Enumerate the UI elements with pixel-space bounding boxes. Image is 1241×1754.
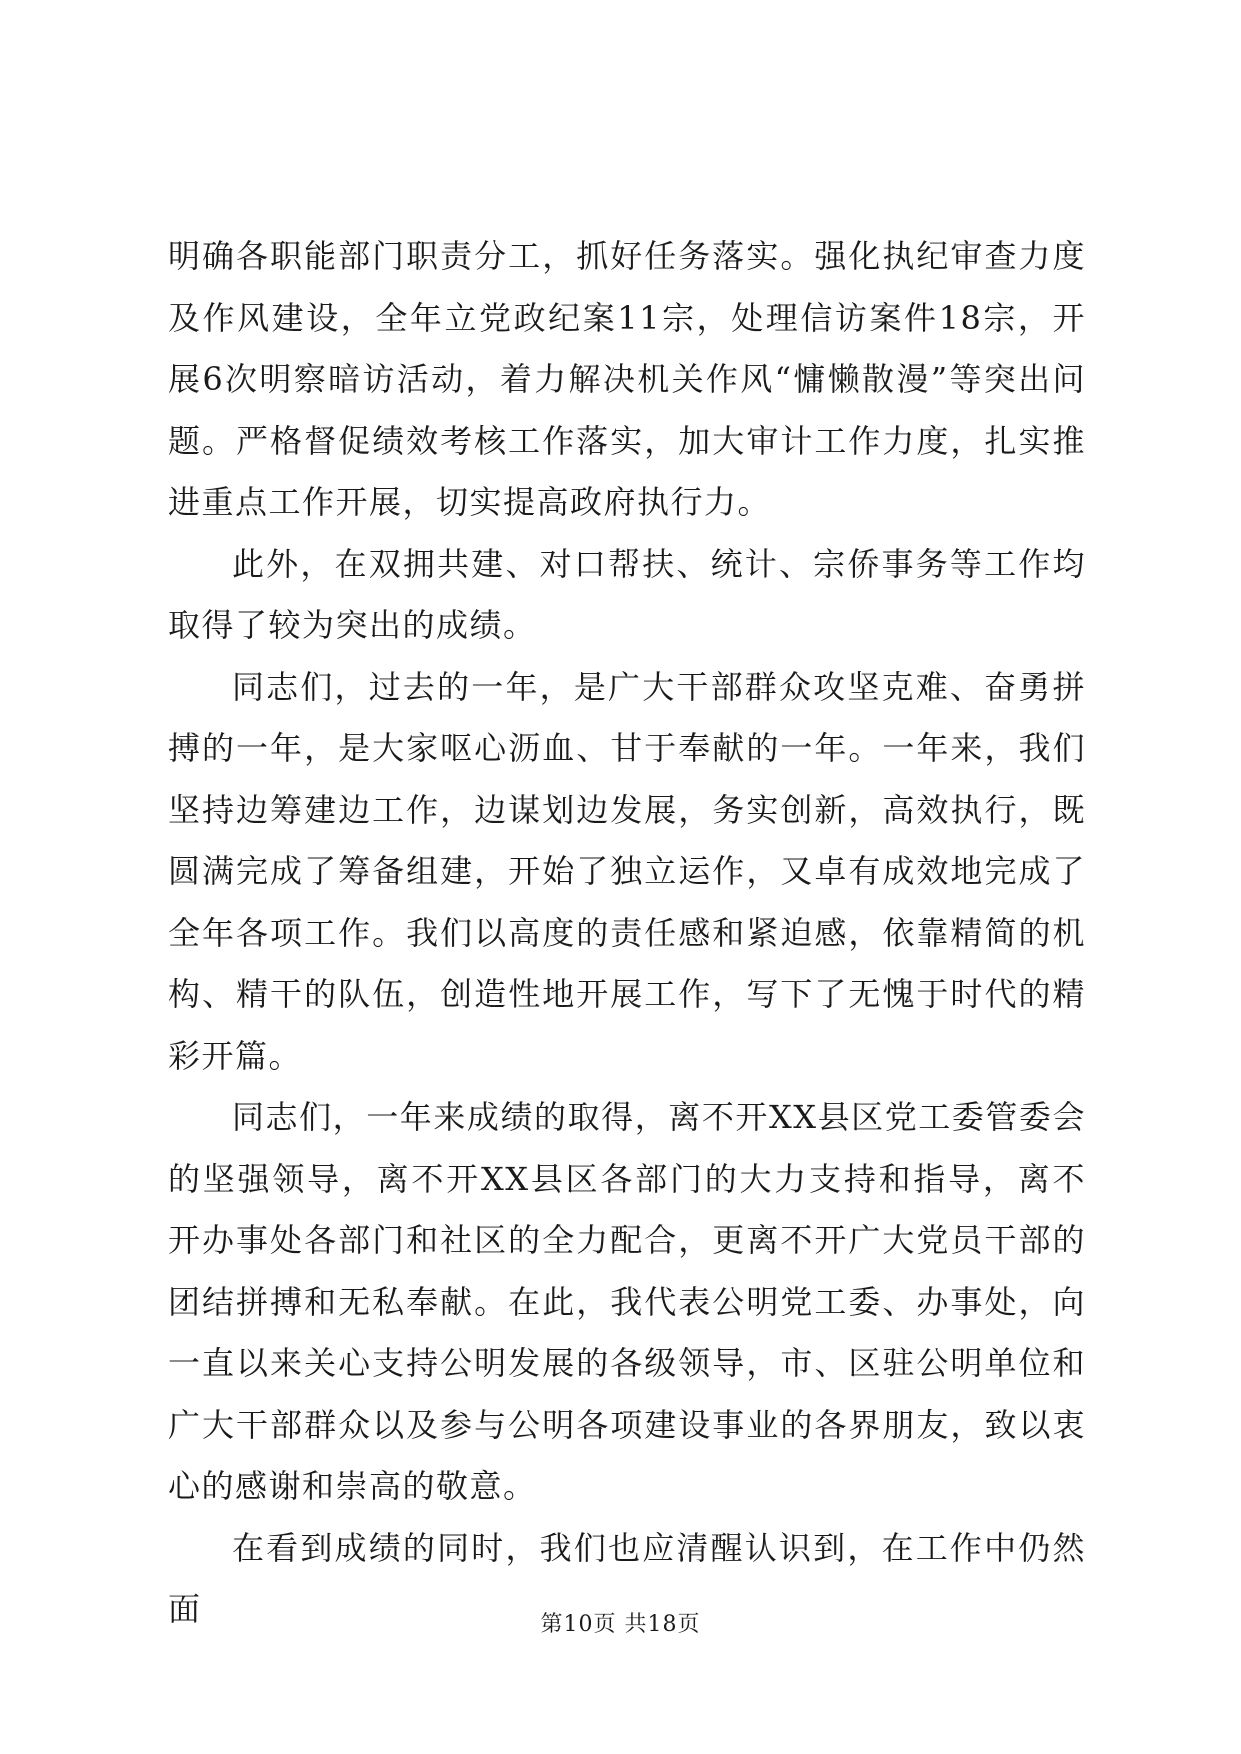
paragraph-4: 同志们，一年来成绩的取得，离不开XX县区党工委管委会的坚强领导，离不开XX县区各部门的大力支持和指导，离不开办事处各部门和社区的全力配合，更离不开广大党员干部的团结拼搏和无私奉献。在此，我代表公明党工委、办事处，向一直以来关心支持公明发展的各级领导，市、区驻公明单位和广大干部群众以及参与公明各项建设事业的各界朋友，致以衷心的感谢和崇高的敬意。 bbox=[168, 1098, 1086, 1505]
paragraph-1: 明确各职能部门职责分工，抓好任务落实。强化执纪审查力度及作风建设，全年立党政纪案11宗，处理信访案件18宗，开展6次明察暗访活动，着力解决机关作风“慵懒散漫”等突出问题。严格督促绩效考核工作落实，加大审计工作力度，扎实推进重点工作开展，切实提高政府执行力。 bbox=[168, 237, 1086, 521]
document-body bbox=[168, 226, 1086, 1641]
paragraph-2: 此外，在双拥共建、对口帮扶、统计、宗侨事务等工作均取得了较为突出的成绩。 bbox=[168, 544, 1086, 644]
paragraph-3: 同志们，过去的一年，是广大干部群众攻坚克难、奋勇拼搏的一年，是大家呕心沥血、甘于奉献的一年。一年来，我们坚持边筹建边工作，边谋划边发展，务实创新，高效执行，既圆满完成了筹备组建，开始了独立运作，又卓有成效地完成了全年各项工作。我们以高度的责任感和紧迫感，依靠精简的机构、精干的队伍，创造性地开展工作，写下了无愧于时代的精彩开篇。 bbox=[168, 667, 1086, 1075]
page-number-footer: 第10页 共18页 bbox=[540, 1612, 701, 1637]
paragraph-5: 在看到成绩的同时，我们也应清醒认识到，在工作中仍然面 bbox=[168, 1528, 1086, 1628]
